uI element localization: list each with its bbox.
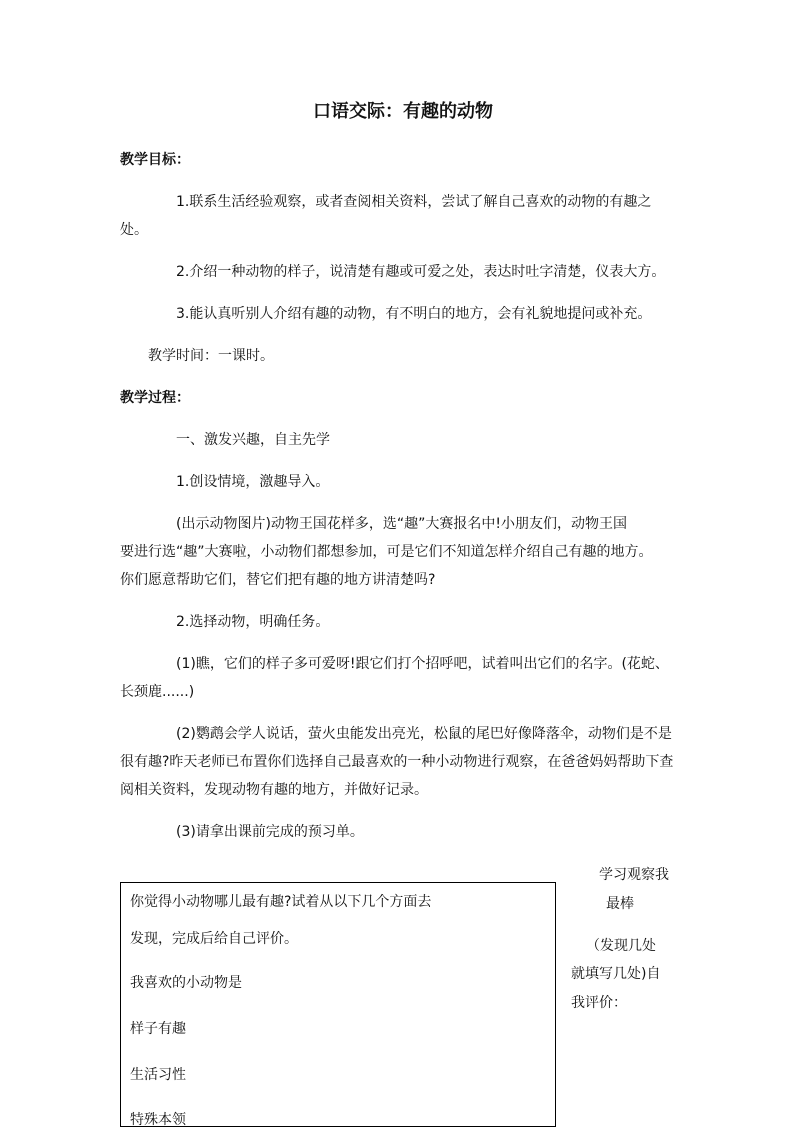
box-line-4: 样子有趣 <box>130 1021 186 1037</box>
item-2-line-3: 阅相关资料，发现动物有趣的地方，并做好记录。 <box>120 782 428 798</box>
paragraph-1-line-2: 要进行选“趣”大赛啦，小动物们都想参加，可是它们不知道怎样介绍自己有趣的地方。 <box>120 544 653 560</box>
objective-1-line-2: 处。 <box>120 222 148 238</box>
side-note-line-2: 最棒 <box>606 896 634 912</box>
box-line-3: 我喜欢的小动物是 <box>130 975 242 991</box>
item-2-line-1: (2)鹦鹉会学人说话，萤火虫能发出亮光，松鼠的尾巴好像降落伞，动物们是不是 <box>176 726 672 742</box>
side-note-line-4: 就填写几处)自 <box>571 966 661 982</box>
process-heading: 教学过程： <box>120 390 190 406</box>
side-note-line-1: 学习观察我 <box>599 867 669 883</box>
box-line-2: 发现，完成后给自己评价。 <box>130 931 298 947</box>
item-1-line-2: 长颈鹿......) <box>120 684 195 700</box>
item-2-line-2: 很有趣?昨天老师已布置你们选择自己最喜欢的一种小动物进行观察，在爸爸妈妈帮助下查 <box>120 754 674 770</box>
box-line-1: 你觉得小动物哪儿最有趣?试着从以下几个方面去 <box>130 894 432 910</box>
objective-1-line-1: 1.联系生活经验观察，或者查阅相关资料，尝试了解自己喜欢的动物的有趣之 <box>176 194 652 210</box>
item-1-line-1: (1)瞧，它们的样子多可爱呀!跟它们打个招呼吧，试着叫出它们的名字。(花蛇、 <box>176 656 669 672</box>
section-1-heading: 一、激发兴趣，自主先学 <box>176 432 330 448</box>
side-note-line-3: （发现几处 <box>586 938 656 954</box>
objectives-heading: 教学目标： <box>120 152 190 168</box>
step-1: 1.创设情境，激趣导入。 <box>176 474 330 490</box>
objective-3: 3.能认真听别人介绍有趣的动物，有不明白的地方，会有礼貌地提问或补充。 <box>176 306 652 322</box>
box-line-5: 生活习性 <box>130 1067 186 1083</box>
preview-sheet-box <box>120 882 556 1127</box>
objective-2: 2.介绍一种动物的样子，说清楚有趣或可爱之处，表达时吐字清楚，仪表大方。 <box>176 264 666 280</box>
page-title: 口语交际：有趣的动物 <box>313 101 493 122</box>
teaching-time: 教学时间：一课时。 <box>148 348 274 364</box>
paragraph-1-line-3: 你们愿意帮助它们，替它们把有趣的地方讲清楚吗? <box>120 572 436 588</box>
paragraph-1-line-1: (出示动物图片)动物王国花样多，选“趣”大赛报名中!小朋友们，动物王国 <box>176 516 628 532</box>
box-line-6: 特殊本领 <box>130 1112 186 1127</box>
side-note-line-5: 我评价： <box>571 995 627 1011</box>
item-3: (3)请拿出课前完成的预习单。 <box>176 824 364 840</box>
step-2: 2.选择动物，明确任务。 <box>176 614 330 630</box>
